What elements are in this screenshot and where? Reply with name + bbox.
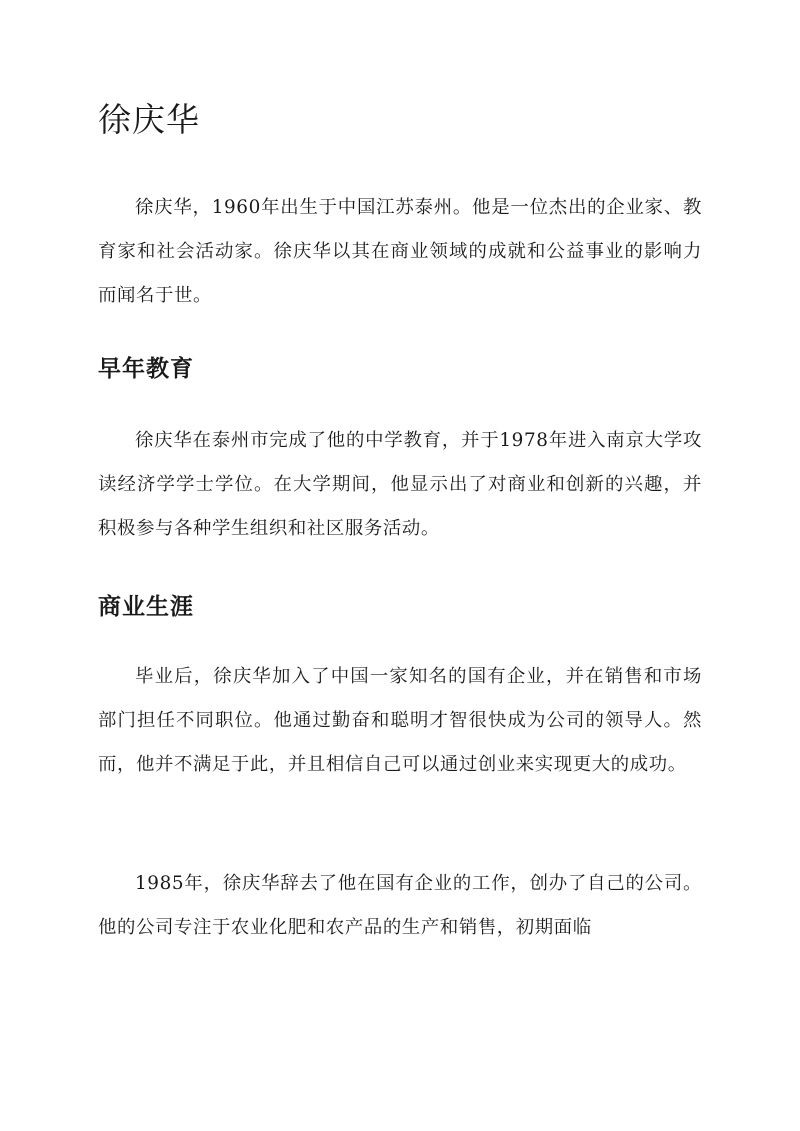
early-education-paragraph: 徐庆华在泰州市完成了他的中学教育，并于1978年进入南京大学攻读经济学学士学位。在大学期间，他显示出了对商业和创新的兴趣，并积极参与各种学生组织和社区服务活动。 [98, 430, 702, 539]
section-heading-early-education: 早年教育 [98, 355, 194, 382]
section-heading-business-career: 商业生涯 [98, 593, 194, 620]
intro-paragraph: 徐庆华，1960年出生于中国江苏泰州。他是一位杰出的企业家、教育家和社会活动家。徐庆华以其在商业领域的成就和公益事业的影响力而闻名于世。 [98, 197, 702, 306]
business-career-paragraph-1: 毕业后，徐庆华加入了中国一家知名的国有企业，并在销售和市场部门担任不同职位。他通过勤奋和聪明才智很快成为公司的领导人。然而，他并不满足于此，并且相信自己可以通过创业来实现更大的成功。 [98, 666, 702, 775]
business-career-paragraph-2: 1985年，徐庆华辞去了他在国有企业的工作，创办了自己的公司。他的公司专注于农业化肥和农产品的生产和销售，初期面临 [98, 873, 702, 938]
page-title: 徐庆华 [98, 100, 200, 139]
